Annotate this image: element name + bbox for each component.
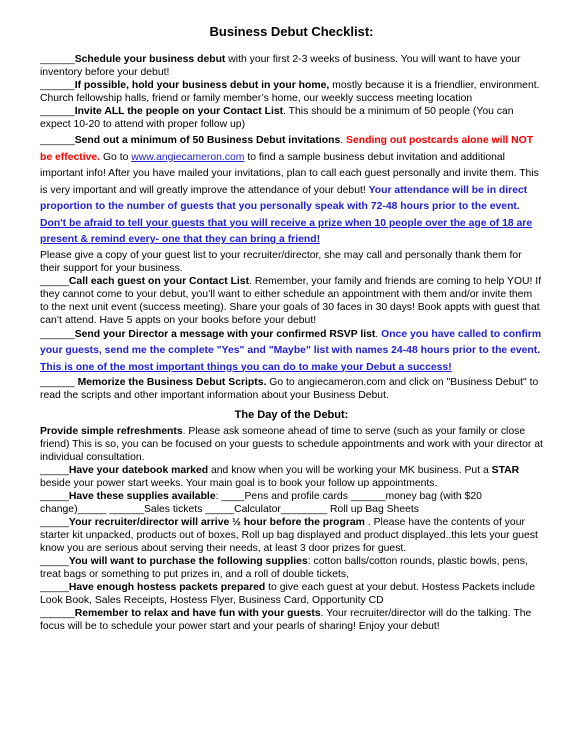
item-text: to give each guest at your debut. Hostess Packets include Look Book, Sales Receipts, Hostess Flyer, Business Card, Opportunity CD — [40, 582, 535, 606]
checkbox-blank: _____ — [40, 465, 69, 476]
item-text: . Remember, your family and friends are coming to help YOU! If they cannot come to your debut, you’ll want to either schedule an appointment with them and/or invite them to the next unit event (success meeting). Share your goals of 30 faces in 30 days! Book appts with guest that can’t attend. Have 5 appts on your books before your debut! — [40, 275, 542, 326]
item-supplies — [40, 490, 543, 516]
item-relax — [40, 607, 543, 633]
item-heading: Schedule your business debut — [74, 54, 226, 65]
item-text: with your first 2-3 weeks of business. You will want to have your inventory before your debut! — [40, 54, 521, 78]
checkbox-blank: ______ — [40, 80, 75, 91]
prize-reminder: Don't be afraid to tell your guests that you will receive a prize when 10 people over the age of 18 are present & remind every- one that they can bring a friend! — [40, 217, 533, 245]
item-invite-contacts — [40, 105, 543, 131]
item-message-director — [40, 327, 543, 377]
item-text: mostly because it is a friendlier, environment. Church fellowship halls, friend or family member’s home, our weekly success meeting location — [40, 80, 540, 104]
rsvp-instructions: Once you have called to confirm your guests, send me the complete "Yes" and "Maybe" list with names 24-48 hours prior to the event. — [40, 328, 542, 356]
item-datebook — [40, 464, 543, 490]
checkbox-blank: ______ — [40, 135, 75, 146]
item-text: . Please have the contents of your starter kit unpacked, products out of boxes, Roll up bag displayed and product displayed..this lets your guest know you are serious about serving their needs, at least 3 door prizes for guest. — [40, 517, 538, 554]
postcards-warning: Sending out postcards alone will NOT be effective. — [40, 135, 534, 163]
item-heading: Provide simple refreshments — [40, 426, 183, 437]
item-hostess-packets — [40, 581, 543, 607]
item-text: Go to angiecameron.com and click on "Business Debut" to read the scripts and other important information about your Business Debut. — [40, 377, 539, 401]
item-memorize-scripts — [40, 376, 543, 402]
checkbox-blank: ______ — [40, 328, 75, 340]
item-text: : cotton balls/cotton rounds, plastic bowls, pens, treat bags or something to put prizes in, and a roll of double tickets, — [40, 556, 528, 580]
guest-list-note: Please give a copy of your guest list to your recruiter/director, she may call and personally thank them for their support for your business. — [40, 249, 522, 274]
item-heading: Call each guest on your Contact List — [68, 275, 250, 287]
item-heading: Have your datebook marked — [68, 465, 209, 476]
checkbox-blank: _____ — [40, 517, 69, 528]
item-text: : ____Pens and profile cards ______money bag (with $20 change)_____ ______Sales tickets _____Calculator________ Roll up Bag Sheets — [40, 491, 482, 515]
angiecameron-link[interactable]: www.angiecameron.com — [131, 151, 245, 163]
day-of-debut-heading: The Day of the Debut: — [234, 409, 349, 421]
star-word: STAR — [491, 465, 520, 476]
checkbox-blank: ______ — [40, 54, 75, 65]
item-heading: If possible, hold your business debut in your home, — [74, 80, 330, 91]
checkbox-blank: _____ — [40, 491, 69, 502]
item-director-arrival — [40, 516, 543, 555]
item-heading: You will want to purchase the following supplies — [68, 556, 308, 567]
debut-success-note: This is one of the most important things you can do to make your Debut a success! — [40, 361, 452, 373]
item-text: beside your power start weeks. Your main goal is to book your follow up appointments. — [40, 478, 438, 489]
page-title: Business Debut Checklist: — [209, 24, 374, 39]
item-heading: Have these supplies available — [68, 491, 216, 502]
item-send-invitations — [40, 133, 543, 249]
item-text: . — [375, 328, 382, 340]
checkbox-blank: ______ — [40, 377, 75, 388]
item-heading: Remember to relax and have fun with your guests — [74, 608, 321, 619]
item-text: . — [340, 135, 347, 146]
checkbox-blank: _____ — [40, 556, 69, 567]
item-heading: Memorize the Business Debut Scripts. — [74, 377, 267, 388]
item-heading: Invite ALL the people on your Contact List — [74, 106, 284, 117]
item-text: and know when you will be working your MK business. Put a — [208, 465, 492, 476]
item-heading: Send out a minimum of 50 Business Debut invitations — [74, 135, 341, 146]
checkbox-blank: ______ — [40, 608, 75, 619]
item-refreshments — [40, 425, 543, 464]
item-schedule-debut — [40, 53, 543, 79]
item-text: . This should be a minimum of 50 people (You can expect 10-20 to attend with proper follow up) — [40, 106, 514, 130]
item-debut-at-home — [40, 79, 543, 105]
item-heading: Your recruiter/director will arrive ½ hour before the program — [68, 517, 365, 528]
item-text: . Please ask someone ahead of time to serve (such as your family or close friend) This is so, you can be focused on your guests to schedule appointments and work with your director at individual consultation. — [40, 426, 543, 463]
checkbox-blank: _____ — [40, 275, 69, 287]
attendance-note: Your attendance will be in direct proportion to the number of guests that you personally speak with 72-48 hours prior to the event. — [40, 184, 528, 212]
item-text: Go to — [100, 151, 132, 163]
item-heading: Have enough hostess packets prepared — [68, 582, 266, 593]
item-text: . Your recruiter/director will do the talking. The focus will be to schedule your power start and your pearls of sharing! Enjoy your debut! — [40, 608, 532, 632]
item-text: to find a sample business debut invitation and additional important info! After you have mailed your invitations, plan to call each guest personally and invite them. This is very important and will greatly improve the attendance of your debut! — [40, 151, 539, 196]
checkbox-blank: _____ — [40, 582, 69, 593]
item-call-guests — [40, 275, 543, 327]
item-heading: Send your Director a message with your confirmed RSVP list — [74, 328, 376, 340]
item-purchase-supplies — [40, 555, 543, 581]
checkbox-blank: ______ — [40, 106, 75, 117]
